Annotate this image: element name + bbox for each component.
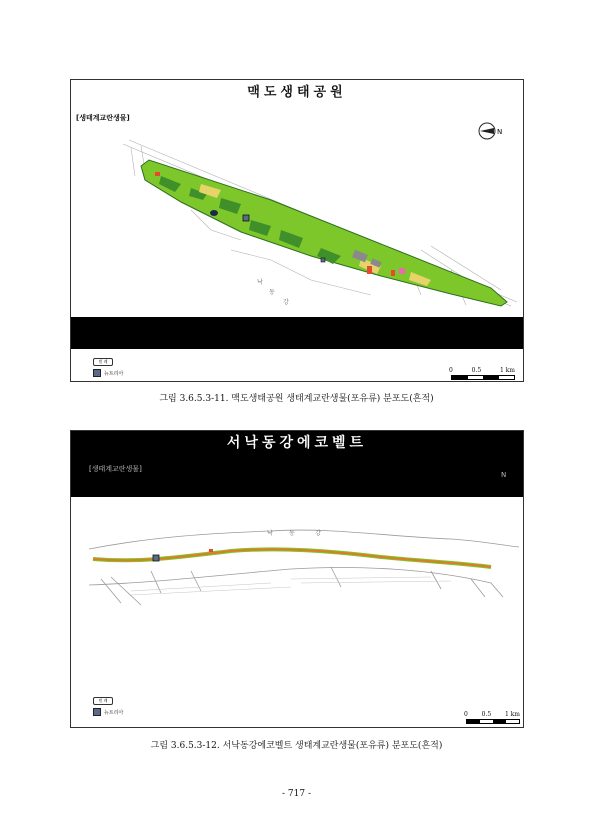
map-sublabel: [생태계교란생물]	[76, 114, 130, 122]
figure-caption: 그림 3.6.5.3-11. 맥도생태공원 생태계교란생물(포유류) 분포도(흔적)	[159, 394, 434, 404]
compass-icon	[501, 471, 506, 479]
legend	[93, 358, 123, 377]
river-label-char: 강	[315, 530, 321, 537]
scale-label: 1 km	[499, 367, 515, 374]
map-figure-maekdo	[70, 79, 524, 382]
map-black-band	[71, 317, 523, 349]
scale-bar	[464, 711, 520, 724]
compass-letter: N	[497, 128, 503, 136]
page-number: - 717 -	[282, 789, 311, 799]
nutria-marker	[243, 215, 249, 221]
compass-letter: N	[501, 471, 507, 479]
legend-item	[93, 708, 123, 716]
river-label-char: 낙	[267, 530, 273, 537]
scale-label: 0	[464, 711, 468, 718]
park-map-2	[71, 497, 523, 727]
scale-label: 0	[449, 367, 453, 374]
river-label-char: 동	[269, 289, 275, 296]
nutria-marker	[321, 258, 325, 262]
scale-bar	[449, 367, 515, 380]
map-sublabel: [생태계교란생물]	[89, 465, 142, 473]
legend-title: 범 례	[93, 697, 113, 705]
legend-item-label: 뉴트리아	[104, 370, 124, 377]
scale-label: 0.5	[471, 367, 482, 374]
scale-label: 0.5	[481, 711, 492, 718]
map-figure-seonakdong	[70, 430, 524, 728]
river-label-char: 동	[289, 530, 295, 537]
map-title: 맥도생태공원	[247, 85, 347, 100]
river-label-char: 강	[283, 299, 289, 306]
legend-item-label: 뉴트리아	[104, 709, 124, 716]
scale-label: 1 km	[504, 711, 520, 718]
nutria-swatch-icon	[93, 708, 101, 716]
river-label-char: 낙	[257, 279, 263, 286]
nutria-swatch-icon	[93, 369, 101, 377]
legend-title: 범 례	[93, 358, 113, 366]
figure-caption: 그림 3.6.5.3-12. 서낙동강에코벨트 생태계교란생물(포유류) 분포도(흔적)	[150, 741, 443, 751]
legend-item	[93, 369, 123, 377]
map-title: 서낙동강에코벨트	[226, 435, 368, 451]
park-map-1	[71, 80, 523, 317]
legend	[93, 697, 123, 716]
nutria-marker	[153, 555, 159, 561]
